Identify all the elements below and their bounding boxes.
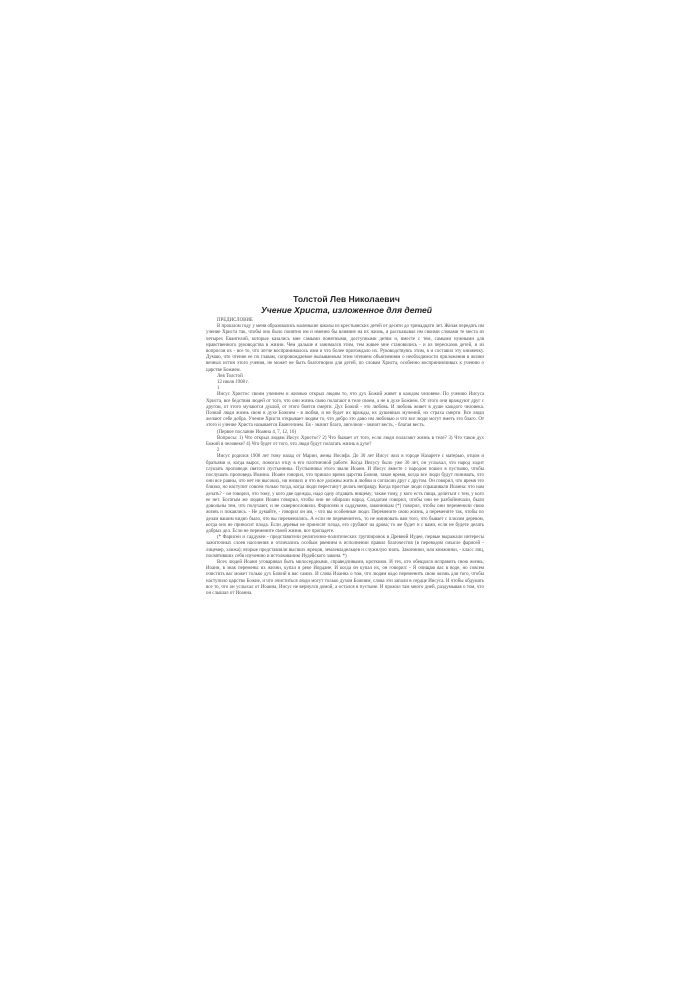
preface-date: 12 июля 1908 г. — [217, 380, 249, 386]
preface-signature: Лев Толстой — [217, 373, 243, 379]
document-body — [206, 318, 484, 597]
chapter-paragraph: Иисус Христос своим учением и жизнью открыл людям то, что дух Божий живет в каждом человеке. По учению Иисуса Христа, все бедствия людей от того, что они жизнь свою полагают в теле своем, а не в духе Божием. От этого они враждуют друг с другом, от этого мучаются душой, от этого боятся смерти. Дух Божий - это любовь. И любовь живет в душе каждого человека. Познай люди жизнь свою в духе Божием - в любви, и не будет их вражды, их душевных мучений, их страха смерти. Все люди желают себе добра. Учение Христа открывает людям то, что добро это дано им любовью и что все люди могут иметь это благо. От этого и учение Христа называется Евангелием. Ев - значит благо, ангелион - значит весть, - благая весть. — [206, 392, 484, 429]
chapter-paragraph: Всех людей Иоанн уговаривал быть милосердными, справедливыми, кроткими. И тех, кто обещался исправить свою жизнь, Иоанн, в знак перемены их жизни, купал в реке Иордане. И когда он купал их, он говорил: - Я очищаю вас в воде, но совсем очистить вас может только дух Божий в вас самих. И слова Иоанна о том, что людям надо переменить свою жизнь для того, чтобы наступило царство Божие, и что очиститься люди могут только духом Божиим, слова эти запали в сердце Иисуса. И чтобы обдумать все то, что он услыхал от Иоанна, Иисус не вернулся домой, а остался в пустыне. И прожил там много дней, раздумывая о том, что он слышал от Иоанна. — [206, 559, 484, 596]
chapter-paragraph: Иисус родился 1908 лет тому назад от Марии, жены Иосифа. До 30 лет Иисус жил в городе Назарете с матерью, отцом и братьями и, когда вырос, помогал отцу в его плотничной работе. Когда Иисусу было уже 30 лет, он услыхал, что народ ходит слушать проповеди святого пустынника. Пустынника этого звали Иоанн. И Иисус вместе с народом пошел в пустыню, чтобы послушать проповедь Иоанна. Иоанн говорил, что пришло время царства Божия, такое время, когда все люди будут понимать, что они все равны, что нет ни высоких, ни низких и что все должны жить в любви и согласии друг с другом. Он говорил, что время это близко, но наступит совсем только тогда, когда люди перестанут делать неправду. Когда простые люди спрашивали Иоанна: что нам делать? - он говорил, что тому, у кого две одежды, надо одну отдавать нищему; также тому, у кого есть пища, делиться с тем, у кого ее нет. Богатым же людям Иоанн говорил, чтобы они не обирали народ. Солдатам говорил, чтобы они не разбойничали, были довольны тем, что получают, и не сквернословили. Фарисеям и саддукеям, законникам (*) говорил, чтобы они переменили свою жизнь и покаялись. - Не думайте, - говорил он им, - что вы особенные люди. Перемените свою жизнь, а перемените так, чтобы по делам вашим видно было, что вы переменились. А если не переменитесь, то не минновать вам того, что бывает с плохим деревом, когда оно не приносит плода. Если деревья не приносят плода, его срубают на дрова; то же будет и с вами, если не будете делать добрых дел. Если не перемените своей жизни, все пропадете. — [206, 454, 484, 534]
preface-heading: ПРЕДИСЛОВИЕ — [217, 318, 253, 323]
preface-paragraph: В прошлом году у меня образовались маленькие школы из крестьянских детей от десяти до тринадцати лет. Желая передать им учение Христа так, чтобы оно было понятно им и именно бы влияние на их жизнь, я рассказывал им своими словами те места из четырех Евангелий, которые казались мне самыми понятными, доступными детям и, вместе с тем, самыми нужными для нравственного руководства в жизни. Чем дальше я занимался этим, тем живее мне становились - и из пересказов детей, и из вопросов их - все то, что легче воспринималось ими и что более пригождало их. Руководствуясь этим, я и составил эту книжечку. Думаю, что чтение ее по главам, сопровождаемое вызываемым этим чтением объяснениям о необходимости приложения в жизни вечных истин этого учения, не может не быть благотворно для детей, по словам Христа, особенно воспринимчивых к учению о царстве Божием. — [206, 324, 484, 373]
chapter-citation: (Первое послание Иоанна 4, 7, 12, 16) — [217, 429, 296, 435]
author-name: Толстой Лев Николаевич — [293, 294, 400, 304]
chapter-number: 2 — [217, 448, 220, 454]
chapter-questions: Вопросы: 1) Что открыл людям Иисус Христос? 2) Что бывает от того, если люди полагают жизнь в теле? 3) Что такое дух Божий в человеке? 4) Что будет от того, что люди будут полагать жизнь в духе? — [206, 435, 484, 448]
book-title: Учение Христа, изложенное для детей — [260, 305, 433, 315]
chapter-footnote: (* Фарисеи и саддукеи - представители религиозно-политических группировок в Древней Иудее, первые выражали интересы зажиточных слоев населения и отличались особым рвением в исполнении правил благочестия (в переводом смысле фарисей - лицемер, ханжа); вторые представляли высших жрецов, землевладельцев и служилую знать. Законники, или книжники, - класс лиц, посвятивших себя изучению и истолкованию Иудейского закона. *) — [206, 535, 484, 559]
chapter-number: 1 — [217, 386, 220, 392]
